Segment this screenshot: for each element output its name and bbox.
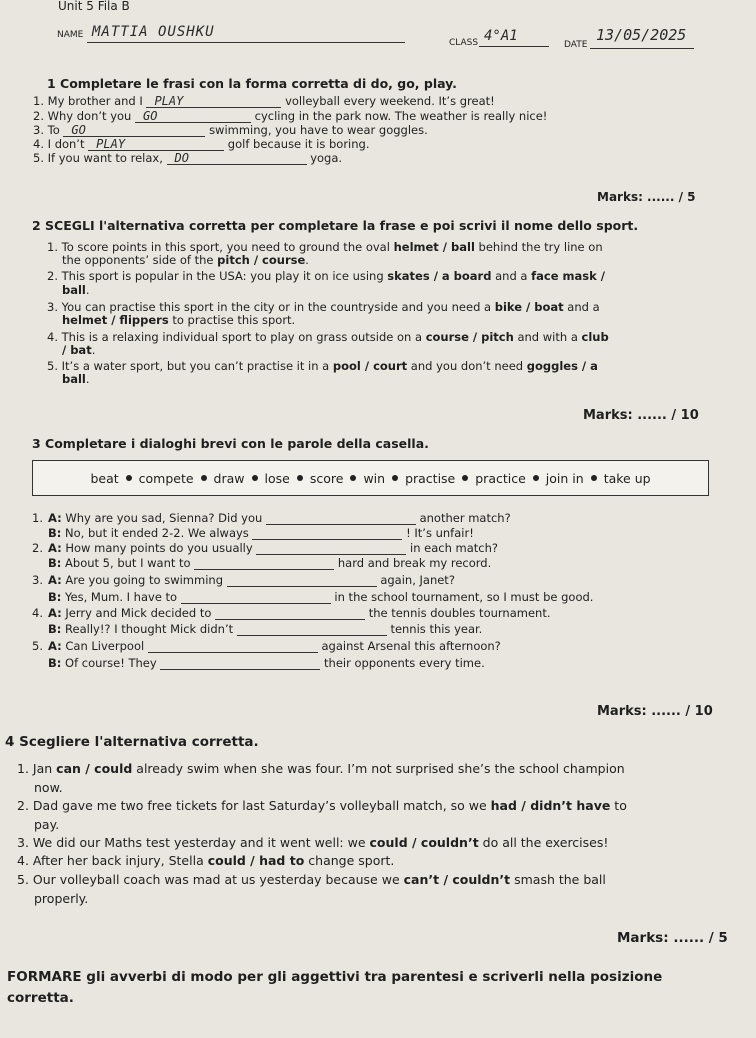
ex4-item: 3. We did our Maths test yesterday and it went well: we could / couldn’t do all the exercises!: [17, 835, 609, 850]
ex3-title: 3 Completare i dialoghi brevi con le parole della casella.: [32, 436, 429, 451]
ex4-item-cont: now.: [34, 780, 63, 795]
dialogue-line: 4. A: Jerry and Mick decided to the tennis doubles tournament.: [32, 606, 551, 620]
name-value: MATTIA OUSHKU: [92, 24, 215, 40]
bullet-icon: [591, 475, 597, 481]
ex1-answer[interactable]: PLAY: [154, 94, 184, 108]
ex5-title-cont: corretta.: [7, 990, 74, 1006]
word: win: [363, 470, 386, 486]
ex2-item: 4. This is a relaxing individual sport to play on grass outside on a course / pitch and with a club: [47, 330, 609, 344]
ex1-marks: Marks: ...... / 5: [597, 190, 696, 204]
dialogue-line: 1. A: Why are you sad, Sienna? Did you another match?: [32, 511, 511, 525]
ex1-item: 4. I don’t PLAY golf because it is boring.: [33, 137, 370, 151]
ex4-item: 5. Our volleyball coach was mad at us yesterday because we can’t / couldn’t smash the ball: [17, 872, 606, 887]
dialogue-line: B: Of course! They their opponents every time.: [48, 656, 485, 670]
dialogue-line: B: Really!? I thought Mick didn’t tennis this year.: [48, 622, 483, 636]
ex1-item: 5. If you want to relax, DO yoga.: [33, 151, 343, 165]
ex4-item: 1. Jan can / could already swim when she was four. I’m not surprised she’s the school champion: [17, 761, 625, 776]
ex2-item-cont: helmet / flippers to practise this sport.: [62, 313, 296, 327]
word: score: [309, 470, 344, 486]
ex3-marks: Marks: ...... / 10: [597, 704, 713, 719]
answer-blank[interactable]: [160, 669, 320, 670]
ex1-title: 1 Completare le frasi con la forma corretta di do, go, play.: [47, 76, 457, 91]
bullet-icon: [297, 475, 303, 481]
dialogue-line: 5. A: Can Liverpool against Arsenal this afternoon?: [32, 639, 501, 653]
ex2-item: 1. To score points in this sport, you need to ground the oval helmet / ball behind the try line on: [47, 240, 603, 254]
ex2-item-cont: ball.: [62, 283, 90, 297]
answer-blank[interactable]: [148, 652, 318, 653]
ex2-item: 3. You can practise this sport in the city or in the countryside and you need a bike / boat and a: [47, 300, 600, 314]
class-value: 4°A1: [484, 28, 518, 44]
ex4-item-cont: pay.: [34, 817, 60, 832]
ex4-marks: Marks: ...... / 5: [617, 930, 728, 946]
answer-blank[interactable]: [181, 603, 331, 604]
class-label: CLASS: [449, 38, 479, 48]
ex2-marks: Marks: ...... / 10: [583, 408, 699, 423]
name-line: [87, 42, 405, 43]
dialogue-line: B: About 5, but I want to hard and break my record.: [48, 556, 492, 570]
unit-label: Unit 5 Fila B: [58, 0, 130, 13]
ex1-item: 2. Why don’t you GO cycling in the park now. The weather is really nice!: [33, 109, 548, 123]
bullet-icon: [350, 475, 356, 481]
ex4-title: 4 Scegliere l'alternativa corretta.: [5, 734, 259, 750]
ex2-item: 2. This sport is popular in the USA: you play it on ice using skates / a board and a face mask /: [47, 269, 605, 283]
answer-blank[interactable]: [215, 619, 365, 620]
word: compete: [138, 470, 194, 486]
ex1-answer[interactable]: GO: [143, 109, 158, 123]
bullet-icon: [392, 475, 398, 481]
ex1-answer[interactable]: GO: [71, 123, 86, 137]
word-box: [32, 460, 709, 496]
answer-blank[interactable]: [266, 524, 416, 525]
bullet-icon: [252, 475, 258, 481]
ex2-title: 2 SCEGLI l'alternativa corretta per completare la frase e poi scrivi il nome dello sport.: [32, 218, 639, 233]
word: draw: [213, 470, 245, 486]
bullet-icon: [201, 475, 207, 481]
bullet-icon: [533, 475, 539, 481]
answer-blank[interactable]: [252, 539, 402, 540]
dialogue-line: B: Yes, Mum. I have to in the school tournament, so I must be good.: [48, 590, 594, 604]
date-value: 13/05/2025: [596, 26, 687, 44]
ex2-item-cont: ball.: [62, 372, 90, 386]
ex5-title: FORMARE gli avverbi di modo per gli aggettivi tra parentesi e scriverli nella posizione: [7, 969, 663, 985]
ex1-answer[interactable]: PLAY: [96, 137, 126, 151]
dialogue-line: B: No, but it ended 2-2. We always ! It’s unfair!: [48, 526, 474, 540]
word: practice: [475, 470, 526, 486]
ex1-item: 3. To GO swimming, you have to wear goggles.: [33, 123, 428, 137]
ex1-answer[interactable]: DO: [174, 151, 189, 165]
answer-blank[interactable]: [194, 569, 334, 570]
word: join in: [545, 470, 584, 486]
answer-blank[interactable]: [227, 586, 377, 587]
ex2-item-cont: / bat.: [62, 343, 96, 357]
bullet-icon: [462, 475, 468, 481]
ex4-item-cont: properly.: [34, 891, 89, 906]
word: beat: [90, 470, 119, 486]
ex1-item: 1. My brother and I PLAY volleyball every weekend. It’s great!: [33, 94, 495, 108]
ex2-item: 5. It’s a water sport, but you can’t practise it in a pool / court and you don’t need goggles / a: [47, 359, 598, 373]
dialogue-line: 3. A: Are you going to swimming again, Janet?: [32, 573, 455, 587]
date-label: DATE: [564, 40, 588, 50]
word: take up: [603, 470, 651, 486]
ex4-item: 2. Dad gave me two free tickets for last Saturday’s volleyball match, so we had / didn’t have to: [17, 798, 627, 813]
date-line: [590, 48, 694, 49]
word: practise: [405, 470, 456, 486]
answer-blank[interactable]: [237, 635, 387, 636]
ex2-item-cont: the opponents’ side of the pitch / course.: [62, 253, 309, 267]
answer-blank[interactable]: [256, 554, 406, 555]
word: lose: [264, 470, 290, 486]
dialogue-line: 2. A: How many points do you usually in each match?: [32, 541, 499, 555]
name-label: NAME: [57, 30, 84, 40]
class-line: [479, 46, 549, 47]
bullet-icon: [126, 475, 132, 481]
ex4-item: 4. After her back injury, Stella could / had to change sport.: [17, 853, 395, 868]
